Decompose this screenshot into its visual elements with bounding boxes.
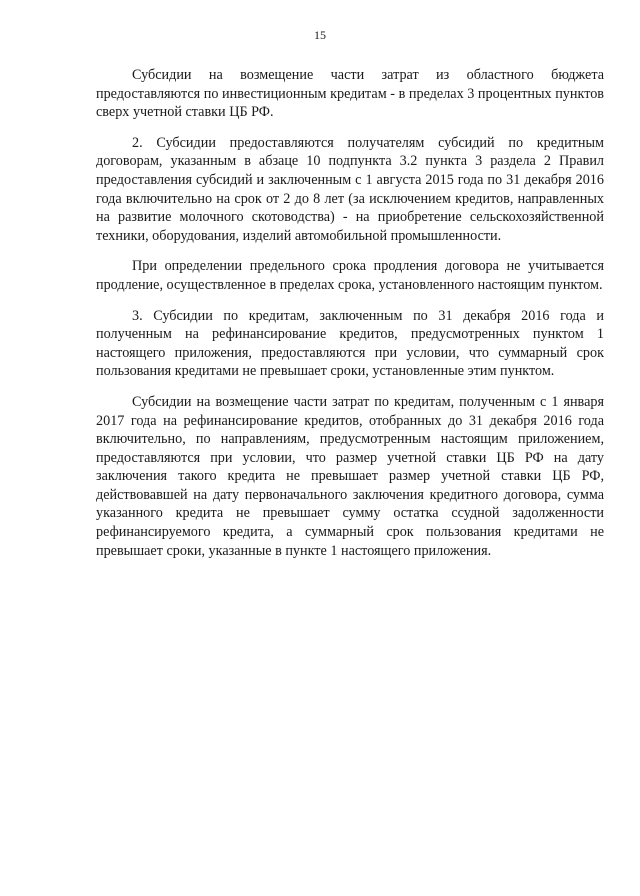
paragraph-extension-term: При определении предельного срока продления договора не учитывается продление, осуществленное в пределах срока, установленного настоящим пунктом. <box>96 258 604 293</box>
paragraph-investment-credits: Субсидии на возмещение части затрат из областного бюджета предоставляются по инвестиционным кредитам - в пределах 3 процентных пунктов сверх учетной ставки ЦБ РФ. <box>96 67 604 121</box>
paragraph-item-2: 2. Субсидии предоставляются получателям субсидий по кредитным договорам, указанным в абзаце 10 подпункта 3.2 пункта 3 раздела 2 Правил предоставления субсидий и заключенным с 1 августа 2015 года по 31 декабря 2016 года включительно на срок от 2 до 8 лет (за исключением кредитов, направленных на развитие молочного скотоводства) - на приобретение сельскохозяйственной техники, оборудования, изделий автомобильной промышленности. <box>96 134 604 244</box>
document-body <box>96 66 604 572</box>
page-number: 15 <box>314 28 326 42</box>
paragraph-refinancing-2017: Субсидии на возмещение части затрат по кредитам, полученным с 1 января 2017 года на рефинансирование кредитов, отобранных до 31 декабря 2016 года включительно, по направлениям, предусмотренным настоящим приложением, предоставляются при условии, что размер учетной ставки ЦБ РФ на дату заключения такого кредита не превышает размер учетной ставки ЦБ РФ, действовавшей на дату первоначального заключения кредитного договора, сумма указанного кредита не превышает сумму остатка ссудной задолженности рефинансируемого кредита, а суммарный срок пользования кредитами не превышает сроки, указанные в пункте 1 настоящего приложения. <box>96 393 604 559</box>
paragraph-item-3: 3. Субсидии по кредитам, заключенным по 31 декабря 2016 года и полученным на рефинансирование кредитов, предусмотренных пунктом 1 настоящего приложения, предоставляются при условии, что суммарный срок пользования кредитами не превышает сроки, установленные этим пунктом. <box>96 307 604 380</box>
